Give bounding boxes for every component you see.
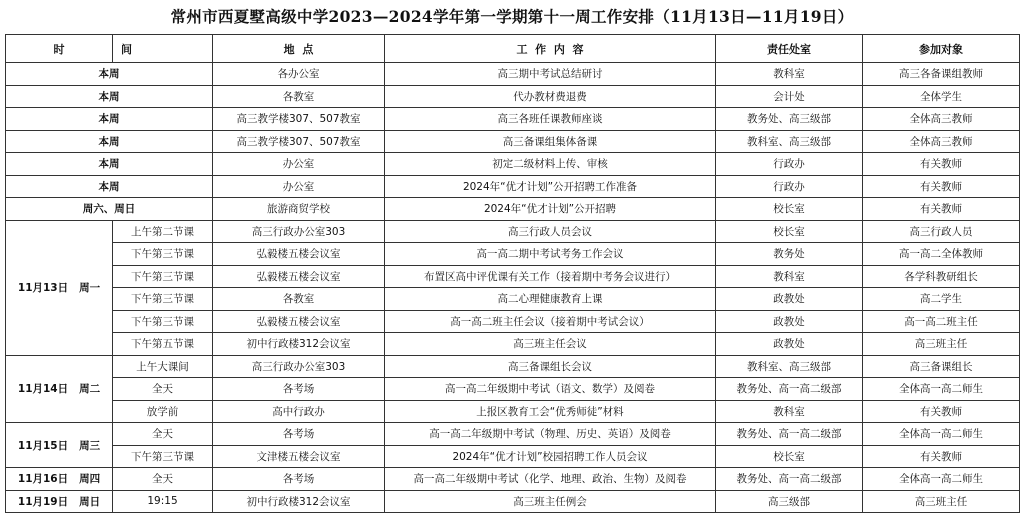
audience-cell: 全体高三教师	[863, 130, 1020, 153]
day-cell: 11月16日 周四	[6, 468, 113, 491]
dept-cell: 教科室	[716, 400, 863, 423]
place-cell: 旅游商贸学校	[213, 198, 385, 221]
slot-cell: 下午第三节课	[113, 310, 213, 333]
dept-cell: 教务处、高一高二级部	[716, 378, 863, 401]
table-row	[6, 243, 1020, 266]
slot-cell: 下午第三节课	[113, 288, 213, 311]
time-cell: 本周	[6, 108, 213, 131]
dept-cell: 教科室	[716, 63, 863, 86]
time-cell: 周六、周日	[6, 198, 213, 221]
place-cell: 各教室	[213, 288, 385, 311]
content-cell: 代办教材费退费	[385, 85, 716, 108]
place-cell: 高三行政办公室303	[213, 355, 385, 378]
page-title: 常州市西夏墅高级中学2023—2024学年第一学期第十一周工作安排（11月13日—11月19日）	[170, 7, 854, 26]
table-row	[6, 355, 1020, 378]
content-cell: 布置区高中评优课有关工作（接着期中考务会议进行）	[385, 265, 716, 288]
time-cell: 本周	[6, 130, 213, 153]
slot-cell: 全天	[113, 378, 213, 401]
content-cell: 2024年“优才计划”公开招聘工作准备	[385, 175, 716, 198]
slot-cell: 上午大课间	[113, 355, 213, 378]
header-time-a: 时	[6, 35, 113, 63]
audience-cell: 全体高一高二师生	[863, 468, 1020, 491]
audience-cell: 有关教师	[863, 153, 1020, 176]
table-row	[6, 265, 1020, 288]
audience-cell: 高一高二班主任	[863, 310, 1020, 333]
dept-cell: 教务处、高一高二级部	[716, 468, 863, 491]
dept-cell: 行政办	[716, 175, 863, 198]
place-cell: 弘毅楼五楼会议室	[213, 243, 385, 266]
dept-cell: 校长室	[716, 198, 863, 221]
day-cell: 11月19日 周日	[6, 490, 113, 513]
place-cell: 文津楼五楼会议室	[213, 445, 385, 468]
content-cell: 高三期中考试总结研讨	[385, 63, 716, 86]
slot-cell: 下午第三节课	[113, 265, 213, 288]
audience-cell: 高三各备课组教师	[863, 63, 1020, 86]
content-cell: 初定二级材料上传、审核	[385, 153, 716, 176]
day-cell: 11月15日 周三	[6, 423, 113, 468]
content-cell: 高一高二年级期中考试（物理、历史、英语）及阅卷	[385, 423, 716, 446]
dept-cell: 高三级部	[716, 490, 863, 513]
table-row	[6, 63, 1020, 86]
audience-cell: 高三行政人员	[863, 220, 1020, 243]
place-cell: 各考场	[213, 423, 385, 446]
slot-cell: 全天	[113, 468, 213, 491]
dept-cell: 政教处	[716, 288, 863, 311]
place-cell: 弘毅楼五楼会议室	[213, 310, 385, 333]
table-row	[6, 198, 1020, 221]
dept-cell: 教务处、高一高二级部	[716, 423, 863, 446]
content-cell: 高三班主任会议	[385, 333, 716, 356]
schedule-table	[5, 34, 1020, 513]
place-cell: 高三教学楼307、507教室	[213, 130, 385, 153]
slot-cell: 19:15	[113, 490, 213, 513]
content-cell: 上报区教育工会“优秀师徒”材料	[385, 400, 716, 423]
place-cell: 各考场	[213, 468, 385, 491]
audience-cell: 全体高一高二师生	[863, 423, 1020, 446]
table-row	[6, 423, 1020, 446]
dept-cell: 会计处	[716, 85, 863, 108]
table-row	[6, 220, 1020, 243]
audience-cell: 全体高三教师	[863, 108, 1020, 131]
slot-cell: 放学前	[113, 400, 213, 423]
header-place: 地 点	[213, 35, 385, 63]
content-cell: 高一高二年级期中考试（化学、地理、政治、生物）及阅卷	[385, 468, 716, 491]
table-row	[6, 310, 1020, 333]
audience-cell: 高三备课组长	[863, 355, 1020, 378]
header-row	[6, 35, 1020, 63]
dept-cell: 行政办	[716, 153, 863, 176]
place-cell: 办公室	[213, 153, 385, 176]
dept-cell: 教科室、高三级部	[716, 130, 863, 153]
content-cell: 高一高二年级期中考试（语文、数学）及阅卷	[385, 378, 716, 401]
table-row	[6, 333, 1020, 356]
place-cell: 高三教学楼307、507教室	[213, 108, 385, 131]
table-row	[6, 445, 1020, 468]
place-cell: 办公室	[213, 175, 385, 198]
day-cell: 11月14日 周二	[6, 355, 113, 423]
audience-cell: 全体学生	[863, 85, 1020, 108]
dept-cell: 政教处	[716, 333, 863, 356]
schedule-body	[6, 63, 1020, 513]
audience-cell: 高三班主任	[863, 333, 1020, 356]
table-row	[6, 378, 1020, 401]
table-row	[6, 490, 1020, 513]
table-row	[6, 153, 1020, 176]
place-cell: 各教室	[213, 85, 385, 108]
content-cell: 高一高二期中考试考务工作会议	[385, 243, 716, 266]
dept-cell: 教务处、高三级部	[716, 108, 863, 131]
place-cell: 各考场	[213, 378, 385, 401]
time-cell: 本周	[6, 153, 213, 176]
slot-cell: 下午第三节课	[113, 445, 213, 468]
dept-cell: 校长室	[716, 220, 863, 243]
dept-cell: 教务处	[716, 243, 863, 266]
dept-cell: 教科室	[716, 265, 863, 288]
audience-cell: 高二学生	[863, 288, 1020, 311]
place-cell: 高三行政办公室303	[213, 220, 385, 243]
audience-cell: 高一高二全体教师	[863, 243, 1020, 266]
table-row	[6, 108, 1020, 131]
header-dept: 责任处室	[716, 35, 863, 63]
slot-cell: 上午第二节课	[113, 220, 213, 243]
content-cell: 高三行政人员会议	[385, 220, 716, 243]
audience-cell: 各学科教研组长	[863, 265, 1020, 288]
place-cell: 初中行政楼312会议室	[213, 333, 385, 356]
audience-cell: 有关教师	[863, 400, 1020, 423]
audience-cell: 有关教师	[863, 198, 1020, 221]
content-cell: 高二心理健康教育上课	[385, 288, 716, 311]
content-cell: 2024年“优才计划”公开招聘	[385, 198, 716, 221]
content-cell: 高三备课组集体备课	[385, 130, 716, 153]
audience-cell: 有关教师	[863, 175, 1020, 198]
content-cell: 高三备课组长会议	[385, 355, 716, 378]
audience-cell: 有关教师	[863, 445, 1020, 468]
table-row	[6, 85, 1020, 108]
slot-cell: 下午第三节课	[113, 243, 213, 266]
slot-cell: 下午第五节课	[113, 333, 213, 356]
header-time-b: 间	[113, 35, 213, 63]
content-cell: 高三各班任课教师座谈	[385, 108, 716, 131]
table-row	[6, 130, 1020, 153]
place-cell: 各办公室	[213, 63, 385, 86]
audience-cell: 高三班主任	[863, 490, 1020, 513]
day-cell: 11月13日 周一	[6, 220, 113, 355]
slot-cell: 全天	[113, 423, 213, 446]
time-cell: 本周	[6, 63, 213, 86]
table-row	[6, 175, 1020, 198]
content-cell: 高一高二班主任会议（接着期中考试会议）	[385, 310, 716, 333]
place-cell: 弘毅楼五楼会议室	[213, 265, 385, 288]
time-cell: 本周	[6, 175, 213, 198]
dept-cell: 校长室	[716, 445, 863, 468]
table-row	[6, 288, 1020, 311]
content-cell: 2024年“优才计划”校园招聘工作人员会议	[385, 445, 716, 468]
dept-cell: 教科室、高三级部	[716, 355, 863, 378]
table-row	[6, 468, 1020, 491]
place-cell: 高中行政办	[213, 400, 385, 423]
header-audience: 参加对象	[863, 35, 1020, 63]
place-cell: 初中行政楼312会议室	[213, 490, 385, 513]
content-cell: 高三班主任例会	[385, 490, 716, 513]
table-row	[6, 400, 1020, 423]
header-content: 工 作 内 容	[385, 35, 716, 63]
dept-cell: 政教处	[716, 310, 863, 333]
audience-cell: 全体高一高二师生	[863, 378, 1020, 401]
time-cell: 本周	[6, 85, 213, 108]
